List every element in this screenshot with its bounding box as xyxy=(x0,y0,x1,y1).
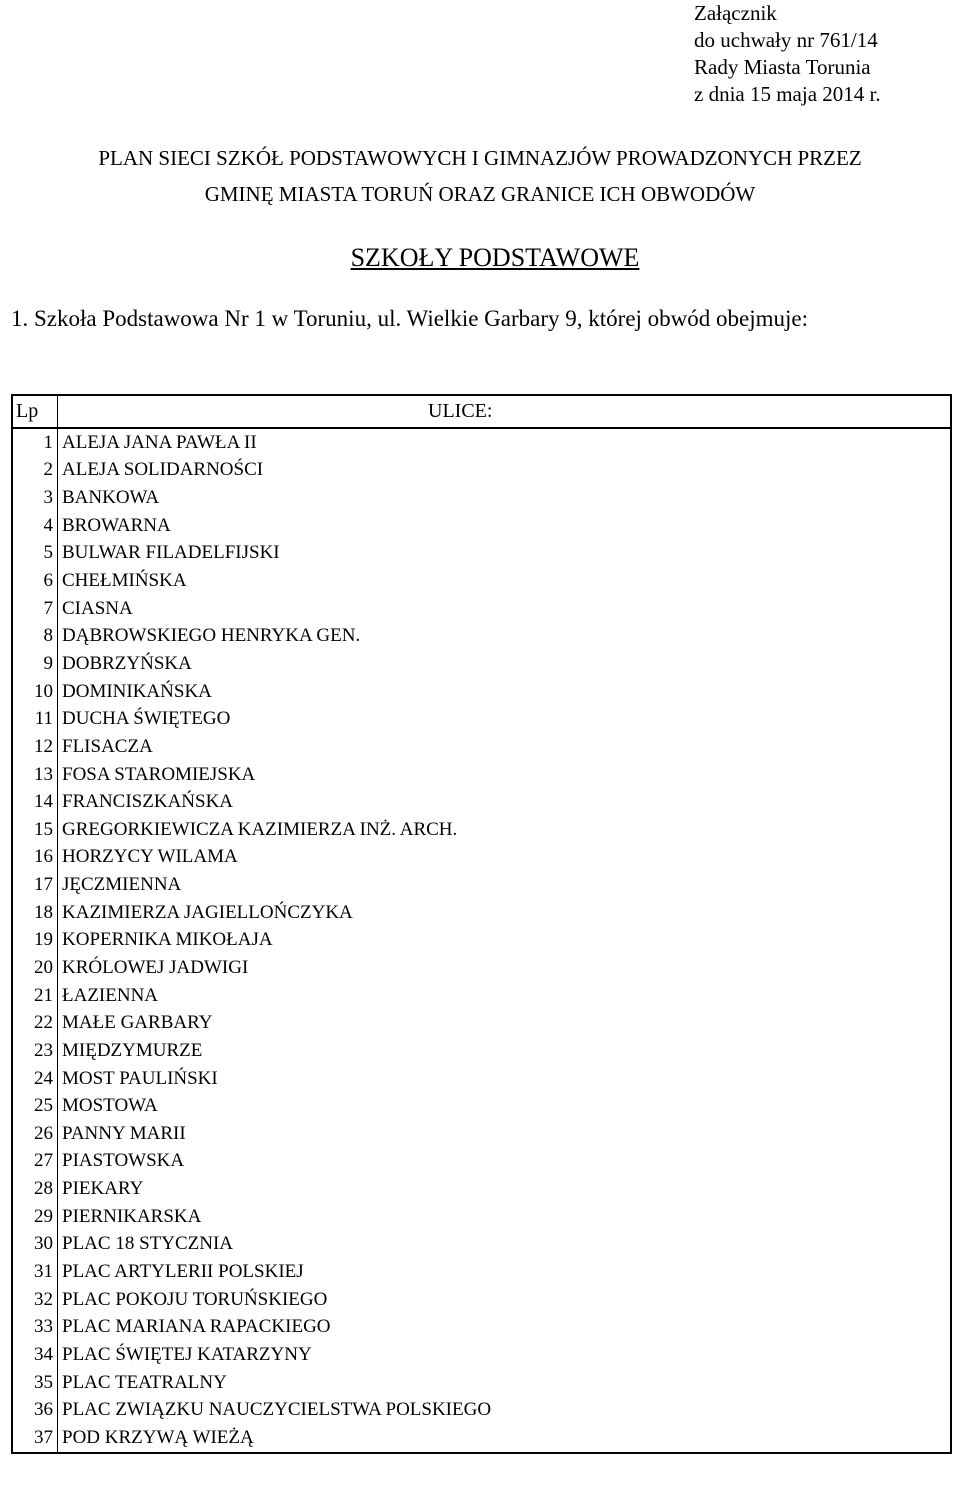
table-row xyxy=(12,816,951,844)
row-number: 28 xyxy=(12,1175,58,1203)
annex-line: z dnia 15 maja 2014 r. xyxy=(694,82,881,106)
annex-note xyxy=(694,0,881,108)
table-row xyxy=(12,1424,951,1453)
table-row xyxy=(12,927,951,955)
table-row xyxy=(12,650,951,678)
row-number: 10 xyxy=(12,678,58,706)
street-name: PIERNIKARSKA xyxy=(58,1203,952,1231)
row-number: 13 xyxy=(12,761,58,789)
row-number: 33 xyxy=(12,1314,58,1342)
table-row xyxy=(12,512,951,540)
street-name: PIASTOWSKA xyxy=(58,1148,952,1176)
row-number: 11 xyxy=(12,705,58,733)
street-name: JĘCZMIENNA xyxy=(58,871,952,899)
street-name: KAZIMIERZA JAGIELLOŃCZYKA xyxy=(58,899,952,927)
table-row xyxy=(12,622,951,650)
table-row xyxy=(12,1369,951,1397)
street-name: KOPERNIKA MIKOŁAJA xyxy=(58,927,952,955)
street-name: HORZYCY WILAMA xyxy=(58,844,952,872)
street-name: MOSTOWA xyxy=(58,1092,952,1120)
street-name: BANKOWA xyxy=(58,484,952,512)
row-number: 23 xyxy=(12,1037,58,1065)
table-row xyxy=(12,678,951,706)
table-row xyxy=(12,595,951,623)
row-number: 17 xyxy=(12,871,58,899)
table-row xyxy=(12,1258,951,1286)
table-row xyxy=(12,1037,951,1065)
table-header-row xyxy=(12,395,951,428)
table-row xyxy=(12,761,951,789)
table-row xyxy=(12,1203,951,1231)
street-name: BULWAR FILADELFIJSKI xyxy=(58,540,952,568)
street-name: BROWARNA xyxy=(58,512,952,540)
row-number: 26 xyxy=(12,1120,58,1148)
table-row xyxy=(12,844,951,872)
row-number: 3 xyxy=(12,484,58,512)
street-name: KRÓLOWEJ JADWIGI xyxy=(58,954,952,982)
street-name: PLAC TEATRALNY xyxy=(58,1369,952,1397)
street-name: GREGORKIEWICZA KAZIMIERZA INŻ. ARCH. xyxy=(58,816,952,844)
table-row xyxy=(12,1175,951,1203)
row-number: 31 xyxy=(12,1258,58,1286)
row-number: 20 xyxy=(12,954,58,982)
table-row xyxy=(12,705,951,733)
street-name: MIĘDZYMURZE xyxy=(58,1037,952,1065)
table-row xyxy=(12,457,951,485)
row-number: 1 xyxy=(12,428,58,457)
street-name: FLISACZA xyxy=(58,733,952,761)
row-number: 12 xyxy=(12,733,58,761)
table-row xyxy=(12,1148,951,1176)
row-number: 14 xyxy=(12,788,58,816)
street-name: ALEJA SOLIDARNOŚCI xyxy=(58,457,952,485)
table-row xyxy=(12,1009,951,1037)
table-row xyxy=(12,733,951,761)
row-number: 21 xyxy=(12,982,58,1010)
street-name: CHEŁMIŃSKA xyxy=(58,567,952,595)
row-number: 9 xyxy=(12,650,58,678)
row-number: 25 xyxy=(12,1092,58,1120)
street-name: PLAC ZWIĄZKU NAUCZYCIELSTWA POLSKIEGO xyxy=(58,1396,952,1424)
street-name: PLAC ARTYLERII POLSKIEJ xyxy=(58,1258,952,1286)
table-row xyxy=(12,428,951,457)
table-row xyxy=(12,899,951,927)
street-name: PIEKARY xyxy=(58,1175,952,1203)
street-name: MOST PAULIŃSKI xyxy=(58,1065,952,1093)
row-number: 29 xyxy=(12,1203,58,1231)
row-number: 35 xyxy=(12,1369,58,1397)
annex-line: Rady Miasta Torunia xyxy=(694,55,871,79)
table-row xyxy=(12,871,951,899)
row-number: 19 xyxy=(12,927,58,955)
street-name: DĄBROWSKIEGO HENRYKA GEN. xyxy=(58,622,952,650)
row-number: 18 xyxy=(12,899,58,927)
row-number: 36 xyxy=(12,1396,58,1424)
street-name: PANNY MARII xyxy=(58,1120,952,1148)
row-number: 8 xyxy=(12,622,58,650)
table-row xyxy=(12,1286,951,1314)
row-number: 22 xyxy=(12,1009,58,1037)
table-row xyxy=(12,1396,951,1424)
row-number: 27 xyxy=(12,1148,58,1176)
row-number: 16 xyxy=(12,844,58,872)
document-title xyxy=(0,140,960,212)
annex-line: Załącznik xyxy=(694,1,777,25)
row-number: 4 xyxy=(12,512,58,540)
table-row xyxy=(12,1314,951,1342)
street-name: DOBRZYŃSKA xyxy=(58,650,952,678)
row-number: 5 xyxy=(12,540,58,568)
row-number: 34 xyxy=(12,1341,58,1369)
street-name: FOSA STAROMIEJSKA xyxy=(58,761,952,789)
table-row xyxy=(12,1092,951,1120)
table-row xyxy=(12,567,951,595)
street-name: ALEJA JANA PAWŁA II xyxy=(58,428,952,457)
table-row xyxy=(12,788,951,816)
row-number: 2 xyxy=(12,457,58,485)
section-heading: SZKOŁY PODSTAWOWE xyxy=(350,243,640,272)
table-row xyxy=(12,954,951,982)
row-number: 32 xyxy=(12,1286,58,1314)
annex-line: do uchwały nr 761/14 xyxy=(694,28,878,52)
row-number: 30 xyxy=(12,1231,58,1259)
row-number: 7 xyxy=(12,595,58,623)
table-row xyxy=(12,1341,951,1369)
street-name: PLAC ŚWIĘTEJ KATARZYNY xyxy=(58,1341,952,1369)
table-row xyxy=(12,1065,951,1093)
street-name: FRANCISZKAŃSKA xyxy=(58,788,952,816)
street-name: DUCHA ŚWIĘTEGO xyxy=(58,705,952,733)
row-number: 24 xyxy=(12,1065,58,1093)
row-number: 15 xyxy=(12,816,58,844)
table-row xyxy=(12,1231,951,1259)
street-name: DOMINIKAŃSKA xyxy=(58,678,952,706)
table-row xyxy=(12,540,951,568)
title-line: GMINĘ MIASTA TORUŃ ORAZ GRANICE ICH OBWODÓW xyxy=(204,182,756,206)
street-name: PLAC POKOJU TORUŃSKIEGO xyxy=(58,1286,952,1314)
street-name: MAŁE GARBARY xyxy=(58,1009,952,1037)
column-header-lp: Lp xyxy=(12,395,58,428)
row-number: 37 xyxy=(12,1424,58,1453)
street-name: CIASNA xyxy=(58,595,952,623)
street-name: PLAC 18 STYCZNIA xyxy=(58,1231,952,1259)
table-row xyxy=(12,982,951,1010)
column-header-streets: ULICE: xyxy=(58,395,952,428)
streets-table xyxy=(11,394,952,1454)
title-line: PLAN SIECI SZKÓŁ PODSTAWOWYCH I GIMNAZJÓW PROWADZONYCH PRZEZ xyxy=(98,146,862,170)
street-name: ŁAZIENNA xyxy=(58,982,952,1010)
table-row xyxy=(12,1120,951,1148)
street-name: PLAC MARIANA RAPACKIEGO xyxy=(58,1314,952,1342)
school-description: 1. Szkoła Podstawowa Nr 1 w Toruniu, ul. Wielkie Garbary 9, której obwód obejmuje: xyxy=(11,306,809,331)
street-name: POD KRZYWĄ WIEŻĄ xyxy=(58,1424,952,1453)
row-number: 6 xyxy=(12,567,58,595)
table-body xyxy=(12,428,951,1453)
table-row xyxy=(12,484,951,512)
